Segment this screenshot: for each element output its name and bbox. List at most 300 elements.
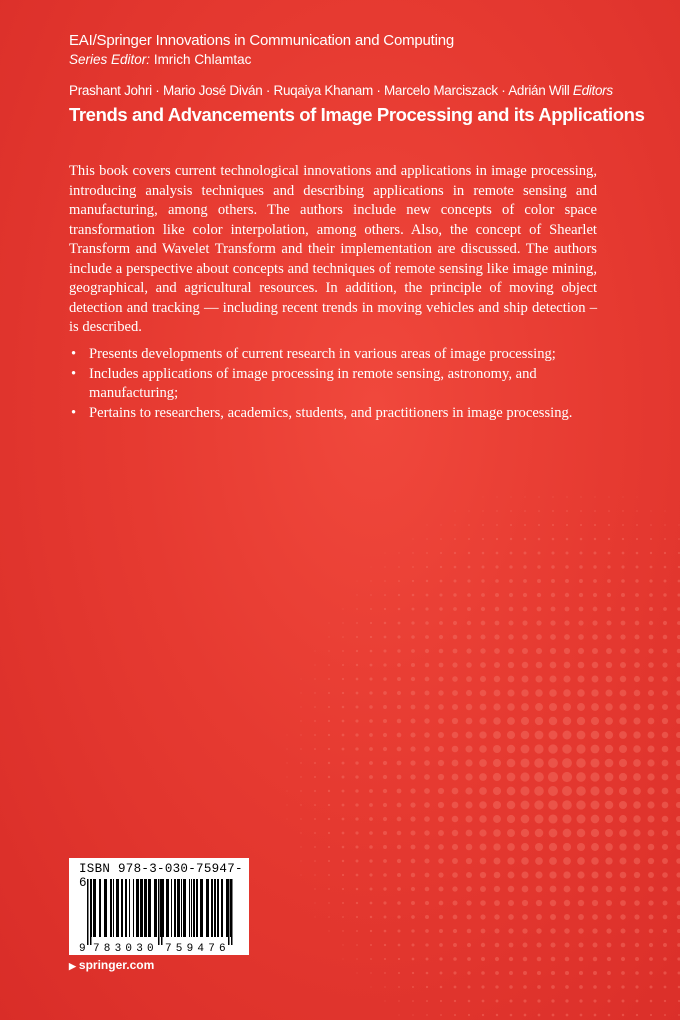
pattern-dot: [605, 689, 612, 696]
pattern-dot: [650, 510, 651, 511]
pattern-dot: [605, 703, 612, 710]
pattern-dot: [481, 957, 485, 961]
pattern-dot: [480, 858, 487, 865]
pattern-dot: [549, 717, 557, 725]
pattern-dot: [622, 1000, 625, 1003]
pattern-dot: [398, 972, 400, 974]
pattern-dot: [369, 719, 373, 723]
pattern-dot: [342, 678, 344, 680]
pattern-dot: [425, 649, 429, 653]
pattern-dot: [606, 914, 612, 920]
pattern-dot: [550, 928, 555, 933]
pattern-dot: [453, 607, 457, 611]
pattern-dot: [621, 943, 626, 948]
pattern-dot: [370, 594, 372, 596]
pattern-dot: [397, 649, 400, 652]
pattern-dot: [662, 746, 669, 753]
pattern-dot: [438, 732, 444, 738]
pattern-dot: [465, 773, 472, 780]
pattern-dot: [465, 745, 472, 752]
pattern-dot: [622, 1014, 624, 1016]
pattern-dot: [369, 775, 373, 779]
pattern-dot: [480, 844, 487, 851]
series-title: EAI/Springer Innovations in Communication and Computing: [69, 32, 455, 49]
pattern-dot: [342, 664, 344, 666]
pattern-dot: [328, 804, 330, 806]
pattern-dot: [342, 734, 345, 737]
pattern-dot: [521, 731, 530, 740]
pattern-dot: [355, 775, 358, 778]
pattern-dot: [663, 593, 666, 596]
pattern-dot: [635, 579, 638, 582]
series-editor-label: Series Editor:: [69, 52, 151, 67]
pattern-dot: [509, 957, 513, 961]
pattern-dot: [369, 677, 372, 680]
pattern-dot: [370, 608, 372, 610]
pattern-dot: [562, 758, 572, 768]
pattern-dot: [510, 496, 511, 497]
barcode-bar: [154, 879, 157, 937]
pattern-dot: [454, 538, 456, 540]
pattern-dot: [481, 985, 484, 988]
pattern-dot: [356, 692, 359, 695]
pattern-dot: [521, 689, 528, 696]
pattern-dot: [342, 622, 343, 623]
pattern-dot: [466, 886, 472, 892]
pattern-dot: [608, 552, 611, 555]
pattern-dot: [663, 649, 668, 654]
pattern-dot: [548, 786, 558, 796]
pattern-dot: [440, 538, 442, 540]
barcode-guard-bar: [87, 879, 89, 945]
pattern-dot: [495, 593, 499, 597]
pattern-dot: [356, 608, 357, 609]
pattern-dot: [548, 744, 557, 753]
barcode-digit: 7: [165, 943, 172, 953]
pattern-dot: [563, 829, 572, 838]
pattern-dot: [648, 872, 654, 878]
pattern-dot: [482, 566, 485, 569]
pattern-dot: [578, 886, 585, 893]
pattern-dot: [521, 815, 530, 824]
pattern-dot: [662, 718, 668, 724]
pattern-dot: [479, 815, 486, 822]
pattern-dot: [383, 705, 387, 709]
pattern-dot: [314, 762, 316, 764]
pattern-dot: [577, 731, 586, 740]
pattern-dot: [636, 1014, 638, 1016]
pattern-dot: [412, 958, 415, 961]
pattern-dot: [454, 524, 455, 525]
pattern-dot: [369, 747, 373, 751]
pattern-dot: [411, 929, 414, 932]
pattern-dot: [620, 676, 626, 682]
barcode-digit: 3: [114, 943, 122, 953]
pattern-dot: [550, 942, 555, 947]
pattern-dot: [357, 973, 358, 974]
pattern-dot: [453, 943, 457, 947]
pattern-dot: [480, 648, 485, 653]
pattern-dot: [480, 900, 486, 906]
pattern-dot: [439, 915, 443, 919]
barcode-bar: [144, 879, 147, 937]
pattern-dot: [466, 872, 472, 878]
pattern-dot: [454, 1014, 456, 1016]
pattern-dot: [356, 622, 358, 624]
pattern-dot: [605, 843, 613, 851]
pattern-dot: [370, 664, 373, 667]
pattern-dot: [397, 663, 401, 667]
pattern-dot: [606, 886, 612, 892]
pattern-dot: [466, 676, 472, 682]
pattern-dot: [467, 621, 471, 625]
pattern-dot: [314, 902, 315, 903]
pattern-dot: [479, 717, 486, 724]
pattern-dot: [300, 720, 301, 721]
pattern-dot: [440, 552, 442, 554]
pattern-dot: [562, 786, 572, 796]
pattern-dot: [466, 732, 473, 739]
pattern-dot: [356, 664, 358, 666]
barcode-bar: [116, 879, 119, 937]
pattern-dot: [411, 677, 415, 681]
pattern-dot: [397, 873, 401, 877]
pattern-dot: [576, 800, 585, 809]
pattern-dot: [424, 788, 430, 794]
pattern-dot: [342, 762, 345, 765]
pattern-dot: [637, 497, 638, 498]
pattern-dot: [552, 524, 554, 526]
pattern-dot: [537, 579, 541, 583]
pattern-dot: [522, 676, 529, 683]
barcode-digit: 4: [197, 943, 205, 953]
pattern-dot: [578, 634, 584, 640]
pattern-dot: [524, 524, 526, 526]
pattern-dot: [606, 662, 612, 668]
pattern-dot: [664, 566, 667, 569]
pattern-dot: [355, 845, 358, 848]
pattern-dot: [551, 999, 554, 1002]
pattern-dot: [620, 872, 627, 879]
pattern-dot: [356, 944, 358, 946]
pattern-dot: [552, 538, 555, 541]
pattern-dot: [424, 746, 430, 752]
pattern-dot: [453, 957, 457, 961]
pattern-dot: [412, 594, 415, 597]
pattern-dot: [411, 901, 415, 905]
pattern-dot: [564, 886, 571, 893]
pattern-dot: [454, 566, 457, 569]
pattern-dot: [663, 915, 668, 920]
pattern-dot: [565, 971, 569, 975]
pattern-dot: [480, 872, 486, 878]
pattern-dot: [619, 815, 627, 823]
pattern-dot: [579, 579, 583, 583]
pattern-dot: [522, 620, 527, 625]
pattern-dot: [426, 958, 429, 961]
pattern-dot: [425, 621, 429, 625]
barcode-bar: [191, 879, 192, 937]
pattern-dot: [467, 957, 471, 961]
pattern-dot: [649, 607, 653, 611]
pattern-dot: [356, 678, 359, 681]
pattern-dot: [592, 662, 598, 668]
pattern-dot: [466, 662, 472, 668]
pattern-dot: [438, 788, 444, 794]
pattern-dot: [453, 901, 458, 906]
barcode-bar: [193, 879, 195, 937]
pattern-dot: [370, 636, 372, 638]
pattern-dot: [520, 786, 529, 795]
pattern-dot: [521, 717, 529, 725]
pattern-dot: [466, 900, 471, 905]
pattern-dot: [523, 957, 527, 961]
pattern-dot: [384, 944, 386, 946]
pattern-dot: [535, 829, 544, 838]
pattern-dot: [551, 593, 555, 597]
pattern-dot: [300, 846, 301, 847]
pattern-dot: [536, 620, 541, 625]
barcode-digit: 9: [79, 943, 86, 953]
pattern-dot: [454, 986, 457, 989]
pattern-dot: [523, 607, 528, 612]
pattern-dot: [494, 928, 499, 933]
pattern-dot: [384, 958, 386, 960]
pattern-dot: [328, 762, 330, 764]
pattern-dot: [576, 786, 586, 796]
pattern-dot: [384, 930, 387, 933]
pattern-dot: [523, 985, 527, 989]
pattern-dot: [605, 801, 614, 810]
pattern-dot: [426, 580, 428, 582]
pattern-dot: [551, 551, 554, 554]
pattern-dot: [342, 832, 345, 835]
pattern-dot: [328, 636, 329, 637]
pattern-dot: [453, 649, 458, 654]
pattern-dot: [508, 648, 514, 654]
barcode-bar: [211, 879, 213, 937]
pattern-dot: [606, 900, 612, 906]
pattern-dot: [550, 662, 557, 669]
pattern-dot: [649, 929, 654, 934]
pattern-dot: [607, 579, 611, 583]
pattern-dot: [300, 776, 301, 777]
barcode-bar: [99, 879, 101, 937]
pattern-dot: [634, 872, 640, 878]
pattern-dot: [371, 987, 372, 988]
pattern-dot: [452, 760, 459, 767]
pattern-dot: [593, 971, 597, 975]
pattern-dot: [454, 580, 457, 583]
pattern-dot: [328, 902, 329, 903]
pattern-dot: [552, 1014, 555, 1017]
pattern-dot: [523, 579, 527, 583]
pattern-dot: [384, 608, 386, 610]
pattern-dot: [648, 900, 653, 905]
pattern-dot: [565, 579, 569, 583]
pattern-dot: [663, 971, 666, 974]
pattern-dot: [608, 510, 610, 512]
pattern-dot: [537, 999, 540, 1002]
pattern-dot: [535, 857, 543, 865]
pattern-dot: [563, 871, 570, 878]
pattern-dot: [495, 985, 498, 988]
pattern-dot: [481, 943, 485, 947]
pattern-dot: [481, 971, 485, 975]
pattern-dot: [591, 871, 598, 878]
pattern-dot: [633, 829, 640, 836]
pattern-dot: [534, 744, 543, 753]
pattern-dot: [534, 800, 543, 809]
pattern-dot: [466, 690, 472, 696]
pattern-dot: [535, 815, 544, 824]
pattern-dot: [662, 802, 669, 809]
pattern-dot: [649, 635, 654, 640]
pattern-dot: [580, 1014, 583, 1017]
pattern-dot: [438, 718, 444, 724]
pattern-dot: [356, 874, 359, 877]
pattern-dot: [468, 1000, 471, 1003]
barcode-digit: 7: [93, 943, 100, 953]
pattern-dot: [397, 733, 402, 738]
pattern-dot: [314, 888, 315, 889]
pattern-dot: [300, 790, 301, 791]
pattern-dot: [454, 552, 456, 554]
pattern-dot: [591, 801, 600, 810]
pattern-dot: [605, 787, 614, 796]
pattern-dot: [591, 829, 599, 837]
pattern-dot: [538, 524, 540, 526]
pattern-dot: [315, 917, 316, 918]
pattern-dot: [606, 648, 612, 654]
pattern-dot: [590, 758, 599, 767]
pattern-dot: [412, 972, 414, 974]
pattern-dot: [369, 733, 373, 737]
bullet-icon: •: [71, 365, 77, 382]
pattern-dot: [592, 928, 597, 933]
pattern-dot: [633, 815, 640, 822]
isbn-text: ISBN 978-3-030-75947-6: [79, 862, 243, 890]
isbn-barcode-box: [69, 858, 249, 955]
pattern-dot: [480, 662, 486, 668]
pattern-dot: [480, 676, 486, 682]
pattern-dot: [592, 620, 597, 625]
pattern-dot: [621, 579, 625, 583]
pattern-dot: [619, 703, 626, 710]
pattern-dot: [452, 662, 457, 667]
book-title: Trends and Advancements of Image Processing and its Applications: [69, 104, 645, 125]
pattern-dot: [507, 731, 515, 739]
pattern-dot: [314, 818, 316, 820]
pattern-dot: [620, 928, 625, 933]
pattern-dot: [383, 887, 386, 890]
pattern-dot: [664, 538, 666, 540]
pattern-dot: [439, 957, 442, 960]
pattern-dot: [636, 1000, 639, 1003]
barcode-digit: 7: [208, 943, 215, 953]
pattern-dot: [466, 718, 473, 725]
pattern-dot: [579, 957, 584, 962]
pattern-dot: [534, 786, 544, 796]
pattern-dot: [493, 829, 501, 837]
pattern-dot: [314, 790, 316, 792]
pattern-dot: [440, 580, 443, 583]
pattern-dot: [566, 1014, 569, 1017]
barcode-guard-bar: [231, 879, 233, 945]
barcode-guard-bar: [228, 879, 230, 945]
pattern-dot: [496, 524, 498, 526]
pattern-dot: [577, 703, 585, 711]
springer-link[interactable]: [69, 958, 154, 972]
pattern-dot: [452, 774, 459, 781]
pattern-dot: [551, 579, 555, 583]
pattern-dot: [648, 732, 655, 739]
barcode-bar: [183, 879, 186, 937]
pattern-dot: [343, 959, 344, 960]
pattern-dot: [607, 607, 612, 612]
pattern-dot: [535, 843, 543, 851]
pattern-dot: [580, 510, 582, 512]
pattern-dot: [608, 524, 610, 526]
barcode-bar: [113, 879, 114, 937]
pattern-dot: [538, 1014, 541, 1017]
pattern-dot: [508, 914, 514, 920]
pattern-dot: [594, 552, 597, 555]
pattern-dot: [510, 1014, 513, 1017]
pattern-dot: [440, 1014, 442, 1016]
pattern-dot: [410, 788, 415, 793]
pattern-dot: [677, 663, 680, 668]
pattern-dot: [438, 704, 444, 710]
pattern-dot: [663, 943, 667, 947]
barcode-bar: [189, 879, 190, 937]
pattern-dot: [494, 690, 501, 697]
pattern-dot: [494, 676, 500, 682]
pattern-dot: [314, 692, 315, 693]
pattern-dot: [452, 886, 457, 891]
pattern-dot: [342, 846, 345, 849]
pattern-dot: [314, 734, 316, 736]
pattern-dot: [383, 677, 387, 681]
pattern-dot: [425, 887, 430, 892]
pattern-dot: [636, 552, 639, 555]
pattern-dot: [287, 791, 288, 792]
pattern-dot: [634, 648, 639, 653]
pattern-dot: [466, 648, 471, 653]
pattern-dot: [594, 496, 595, 497]
barcode-bar: [133, 879, 134, 937]
pattern-dot: [509, 943, 514, 948]
pattern-dot: [439, 635, 443, 639]
pattern-dot: [410, 830, 415, 835]
pattern-dot: [676, 858, 680, 864]
pattern-dot: [509, 593, 513, 597]
pattern-dot: [300, 818, 301, 819]
pattern-dot: [424, 830, 429, 835]
pattern-dot: [564, 662, 571, 669]
pattern-dot: [522, 886, 529, 893]
pattern-dot: [676, 816, 680, 822]
pattern-dot: [314, 720, 316, 722]
pattern-dot: [665, 511, 666, 512]
pattern-dot: [356, 888, 359, 891]
pattern-dot: [619, 745, 627, 753]
pattern-dot: [577, 689, 584, 696]
pattern-dot: [551, 971, 555, 975]
pattern-dot: [619, 801, 627, 809]
pattern-dot: [465, 759, 472, 766]
pattern-dot: [356, 958, 357, 959]
